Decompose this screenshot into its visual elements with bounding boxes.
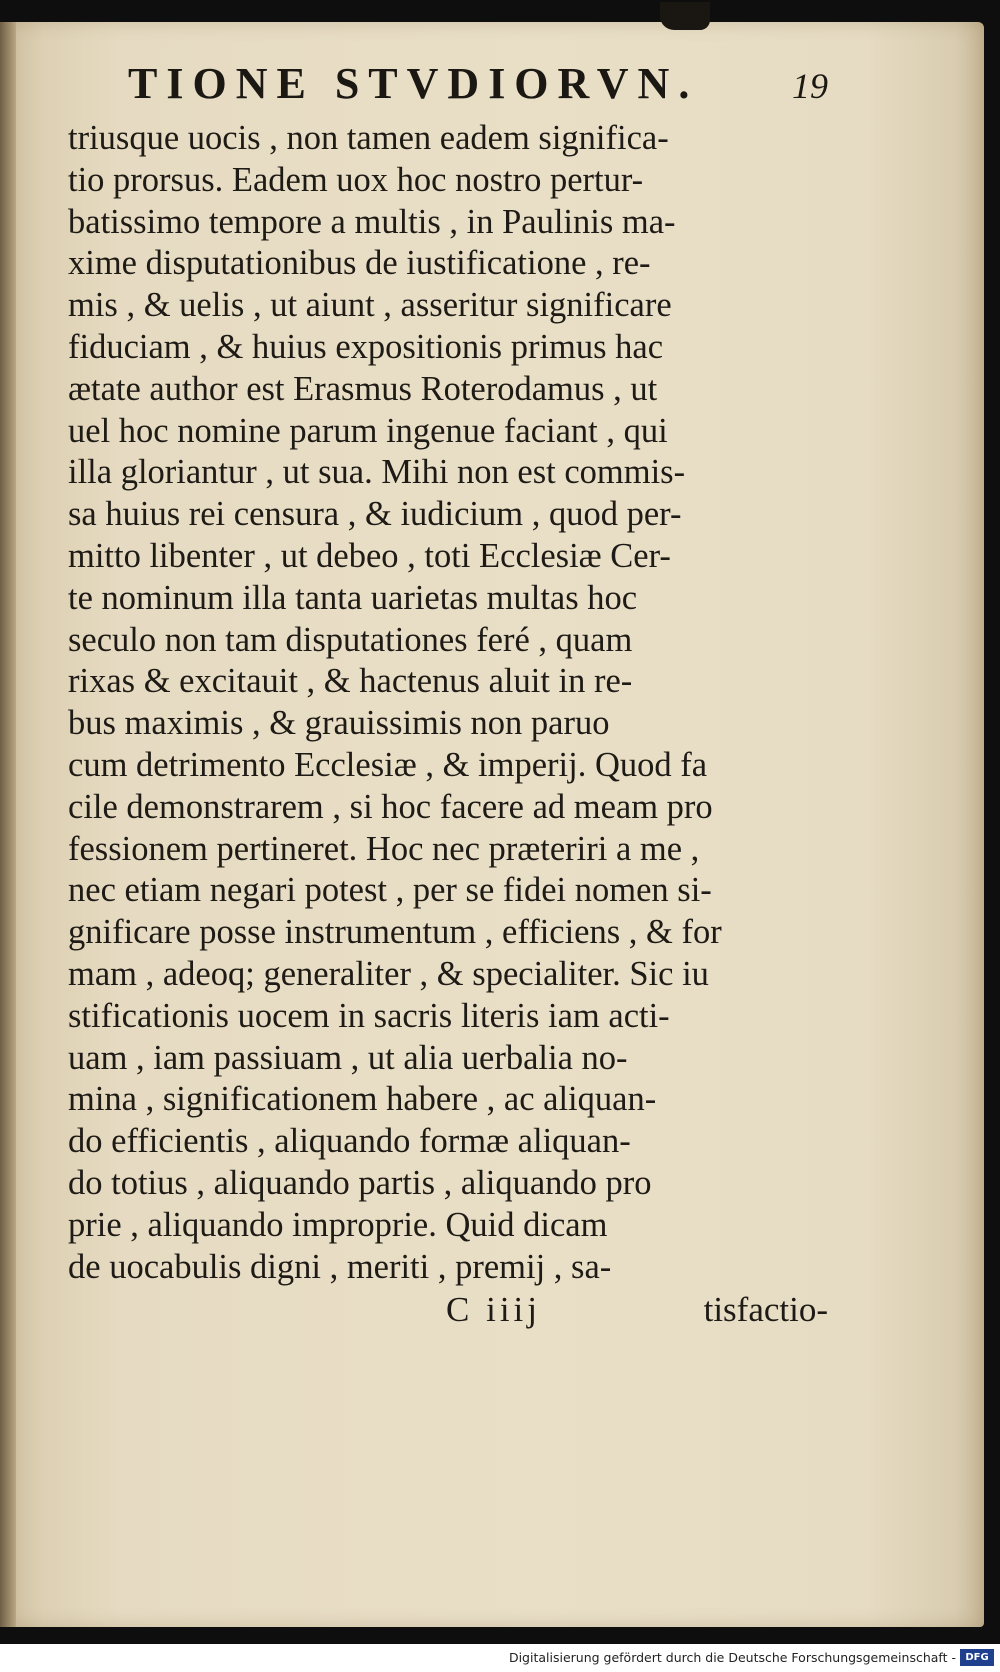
text-line: seculo non tam disputationes feré , quam bbox=[68, 620, 633, 659]
catchword: tisfactio- bbox=[703, 1290, 828, 1329]
body-text bbox=[68, 118, 828, 1288]
dfg-logo: DFG bbox=[960, 1649, 994, 1666]
text-line: mis , & uelis , ut aiunt , asseritur significare bbox=[68, 286, 672, 325]
text-line: fiduciam , & huius expositionis primus hac bbox=[68, 327, 664, 366]
page-header bbox=[128, 58, 828, 114]
text-line: mina , significationem habere , ac aliquan- bbox=[68, 1080, 657, 1119]
text-line: bus maximis , & grauissimis non paruo bbox=[68, 704, 610, 743]
text-line: stificationis uocem in sacris literis iam acti- bbox=[68, 996, 670, 1035]
text-line: do efficientis , aliquando formæ aliquan- bbox=[68, 1122, 631, 1161]
text-line: batissimo tempore a multis , in Paulinis ma- bbox=[68, 202, 676, 241]
text-line: do totius , aliquando partis , aliquando pro bbox=[68, 1163, 652, 1202]
text-line: mam , adeoq; generaliter , & specialiter. Sic iu bbox=[68, 954, 709, 993]
text-line: fessionem pertineret. Hoc nec præteriri a me , bbox=[68, 829, 700, 868]
text-line: nec etiam negari potest , per se fidei nomen si- bbox=[68, 871, 712, 910]
text-line: de uocabulis digni , meriti , premij , sa- bbox=[68, 1247, 612, 1286]
text-line: ætate author est Erasmus Roterodamus , ut bbox=[68, 369, 658, 408]
text-line: sa huius rei censura , & iudicium , quod per- bbox=[68, 495, 682, 534]
text-line: prie , aliquando improprie. Quid dicam bbox=[68, 1205, 608, 1244]
text-line: mitto libenter , ut debeo , toti Ecclesiæ Cer- bbox=[68, 536, 671, 575]
digitization-credit: Digitalisierung gefördert durch die Deutsche Forschungsgemeinschaft - bbox=[508, 1650, 956, 1665]
credit-bar bbox=[0, 1644, 1000, 1672]
page-tab-notch bbox=[660, 2, 710, 30]
text-line: xime disputationibus de iustificatione , re- bbox=[68, 244, 651, 283]
text-line: uel hoc nomine parum ingenue faciant , qui bbox=[68, 411, 668, 450]
text-line: gnificare posse instrumentum , efficiens , & for bbox=[68, 913, 722, 952]
page-number: 19 bbox=[792, 66, 828, 106]
page-footer bbox=[68, 1290, 828, 1334]
text-line: rixas & excitauit , & hactenus aluit in re- bbox=[68, 662, 633, 701]
page-gutter bbox=[0, 22, 16, 1627]
text-line: illa gloriantur , ut sua. Mihi non est commis- bbox=[68, 453, 686, 492]
text-line: uam , iam passiuam , ut alia uerbalia no- bbox=[68, 1038, 628, 1077]
text-line: cum detrimento Ecclesiæ , & imperij. Quod fa bbox=[68, 745, 708, 784]
text-line: triusque uocis , non tamen eadem significa- bbox=[68, 119, 669, 157]
signature-mark: C iiij bbox=[446, 1290, 541, 1329]
text-line: tio prorsus. Eadem uox hoc nostro pertur- bbox=[68, 160, 644, 199]
text-line: cile demonstrarem , si hoc facere ad meam pro bbox=[68, 787, 713, 826]
running-title: TIONE STVDIORVN. bbox=[128, 59, 699, 108]
text-line: te nominum illa tanta uarietas multas hoc bbox=[68, 578, 638, 617]
